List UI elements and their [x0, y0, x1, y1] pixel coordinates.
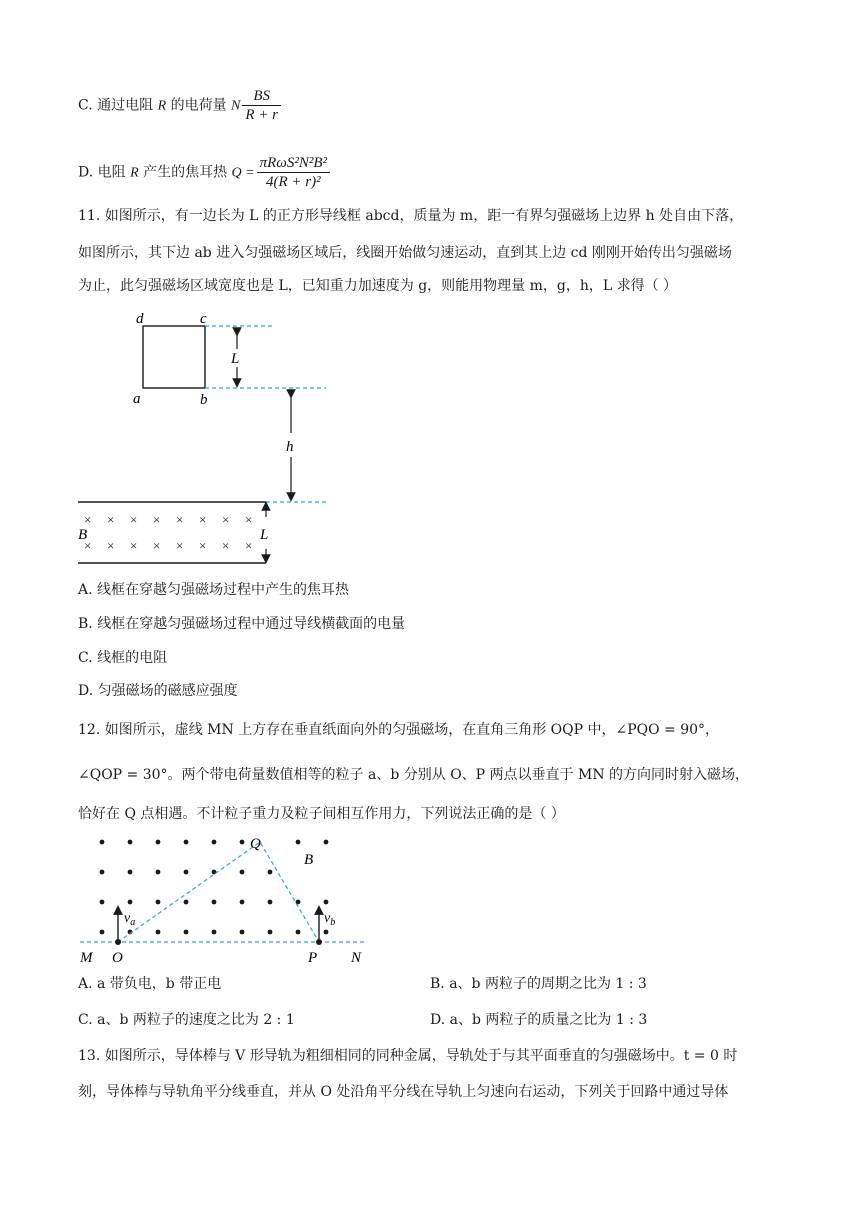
q10-option-d-numerator: πRωS²N²B² [259, 155, 328, 171]
q12-option-b: B. a、b 两粒子的周期之比为 1 : 3 [430, 976, 647, 992]
q10-option-d-lhs: Q = [231, 165, 255, 181]
field-dot [100, 840, 105, 845]
q11-option-b: B. 线框在穿越匀强磁场过程中通过导线横截面的电量 [78, 616, 406, 632]
svg-text:×: × [84, 512, 92, 527]
svg-text:×: × [222, 512, 230, 527]
q10-option-d-r: R [130, 165, 139, 181]
field-dot [184, 900, 189, 905]
label-d: d [136, 311, 144, 327]
svg-text:×: × [107, 538, 115, 553]
field-dot [128, 870, 133, 875]
label-a: a [133, 391, 141, 407]
svg-text:×: × [222, 538, 230, 553]
svg-text:×: × [84, 538, 92, 553]
field-dot [268, 900, 273, 905]
svg-text:×: × [130, 512, 138, 527]
q10-option-c-denominator: R + r [242, 105, 281, 124]
field-dot [268, 870, 273, 875]
field-crosses [84, 512, 252, 553]
field-dot [240, 840, 245, 845]
field-dot [212, 930, 217, 935]
field-dot [184, 870, 189, 875]
field-dot [324, 930, 329, 935]
label-b: b [200, 392, 208, 408]
field-dot [156, 900, 161, 905]
svg-text:va [124, 911, 135, 928]
q10-option-c-fraction [242, 87, 281, 124]
field-dot [156, 930, 161, 935]
q12-option-a: A. a 带负电，b 带正电 [78, 976, 222, 992]
label-q: Q [250, 836, 261, 852]
field-dot [212, 900, 217, 905]
field-dot [212, 840, 217, 845]
field-dot [100, 900, 105, 905]
q11-option-a: A. 线框在穿越匀强磁场过程中产生的焦耳热 [78, 582, 350, 598]
field-dot [324, 900, 329, 905]
label-vb-sub: b [330, 917, 336, 928]
field-dot [128, 900, 133, 905]
q10-option-c-n: N [231, 98, 241, 114]
q11-stem-line-2: 如图所示，其下边 ab 进入匀强磁场区域后，线圈开始做匀速运动，直到其上边 cd 刚刚开始传出匀强磁场 [78, 245, 732, 261]
svg-text:×: × [176, 512, 184, 527]
q13-stem-line-2: 刻，导体棒与导轨角平分线垂直，并从 O 处沿角平分线在导轨上匀速向右运动，下列关于回路中通过导体 [78, 1084, 729, 1100]
field-dot [156, 870, 161, 875]
q10-option-d-mid: 产生的焦耳热 [138, 164, 232, 181]
field-dot [240, 870, 245, 875]
field-dot [156, 840, 161, 845]
q11-option-d: D. 匀强磁场的磁感应强度 [78, 683, 238, 699]
label-va: v [124, 911, 131, 926]
field-dot [184, 840, 189, 845]
q12-option-c: C. a、b 两粒子的速度之比为 2 : 1 [78, 1012, 295, 1028]
label-field-b: B [78, 527, 88, 543]
q12-option-d: D. a、b 两粒子的质量之比为 1 : 3 [430, 1012, 648, 1028]
svg-text:×: × [130, 538, 138, 553]
svg-text:×: × [199, 538, 207, 553]
svg-text:vb [324, 911, 335, 928]
q10-option-d-denominator: 4(R + r)² [257, 172, 330, 191]
label-va-sub: a [130, 917, 136, 928]
q11-option-c: C. 线框的电阻 [78, 650, 168, 666]
q10-option-c-prefix: C. 通过电阻 [78, 97, 158, 114]
label-n: N [351, 950, 362, 966]
field-dot [268, 930, 273, 935]
field-dot [184, 930, 189, 935]
label-o: O [112, 950, 123, 966]
svg-text:×: × [199, 512, 207, 527]
label-h: h [286, 439, 294, 455]
field-dot [240, 900, 245, 905]
field-dot [100, 870, 105, 875]
field-dot [128, 840, 133, 845]
q11-figure [70, 305, 340, 570]
q10-option-d-prefix: D. 电阻 [78, 164, 131, 181]
field-dot [296, 930, 301, 935]
svg-text:×: × [153, 538, 161, 553]
field-dot [324, 840, 329, 845]
svg-text:×: × [245, 512, 253, 527]
q12-figure [70, 828, 390, 968]
label-m: M [80, 950, 93, 966]
field-dot [240, 930, 245, 935]
field-dot [296, 840, 301, 845]
q10-option-c-mid: 的电荷量 [166, 97, 232, 114]
wire-frame [143, 326, 205, 388]
q10-option-c [78, 87, 283, 124]
q12-stem-line-2: ∠QOP = 30°。两个带电荷量数值相等的粒子 a、b 分别从 O、P 两点以垂直于 MN 的方向同时射入磁场， [78, 767, 750, 783]
q11-stem-line-3: 为止，此匀强磁场区域宽度也是 L，已知重力加速度为 g，则能用物理量 m，g，h，L 求得（ ） [78, 278, 678, 294]
svg-text:×: × [176, 538, 184, 553]
q10-option-d [78, 154, 332, 191]
svg-text:×: × [153, 512, 161, 527]
field-dot [100, 930, 105, 935]
label-side-l: L [231, 351, 240, 367]
q11-stem-line-1: 11. 如图所示，有一边长为 L 的正方形导线框 abcd，质量为 m，距一有界匀强磁场上边界 h 处自由下落， [78, 208, 744, 224]
q10-option-c-r: R [157, 98, 167, 114]
q12-stem-line-3: 恰好在 Q 点相遇。不计粒子重力及粒子间相互作用力，下列说法正确的是（ ） [78, 806, 565, 822]
label-p: P [308, 950, 318, 966]
q10-option-c-numerator: BS [253, 88, 271, 104]
svg-text:×: × [107, 512, 115, 527]
svg-text:×: × [245, 538, 253, 553]
q13-stem-line-1: 13. 如图所示，导体棒与 V 形导轨为粗细相同的同种金属，导轨处于与其平面垂直的匀强磁场中。t = 0 时 [78, 1048, 738, 1064]
q10-option-d-fraction [257, 154, 330, 191]
label-field-b: B [304, 852, 314, 868]
label-vb: v [324, 911, 331, 926]
label-c: c [200, 311, 207, 327]
label-field-l: L [260, 527, 269, 543]
q12-stem-line-1: 12. 如图所示，虚线 MN 上方存在垂直纸面向外的匀强磁场，在直角三角形 OQP 中，∠PQO = 90°， [78, 722, 720, 738]
